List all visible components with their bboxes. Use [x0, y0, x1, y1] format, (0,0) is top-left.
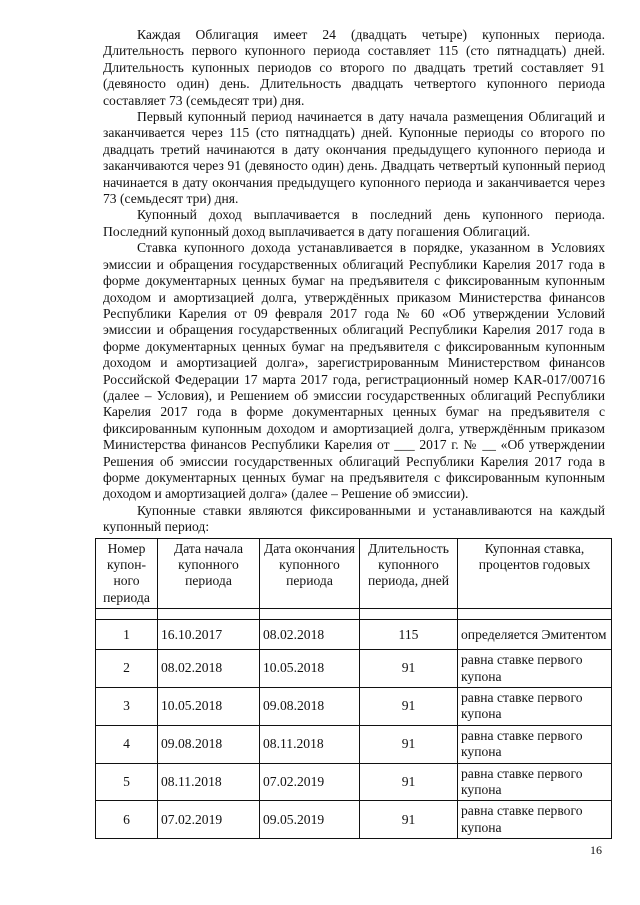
header-coupon-rate: Купонная ставка, процентов годовых [458, 538, 612, 609]
cell-duration: 91 [360, 688, 458, 726]
cell-end-date: 09.05.2019 [260, 801, 360, 839]
table-row [96, 620, 612, 650]
coupon-table [95, 538, 612, 840]
cell-coupon-rate: определяется Эмитентом [458, 620, 612, 650]
cell-period-number: 3 [96, 688, 158, 726]
table-row [96, 801, 612, 839]
paragraph-coupon-periods: Каждая Облигация имеет 24 (двадцать четыре) купонных периода. Длительность первого купонного периода составляет 115 (сто пятнадцать) дней. Длительность купонных периодов со второго по двадцать третий составляет 91 (девяносто один) день. Длительность двадцать четвертого купонного периода составляет 73 (семьдесят три) дня. [103, 27, 605, 108]
cell-period-number: 4 [96, 725, 158, 763]
cell-end-date: 10.05.2018 [260, 650, 360, 688]
cell-duration: 91 [360, 650, 458, 688]
cell-end-date: 08.11.2018 [260, 725, 360, 763]
cell-start-date: 08.11.2018 [158, 763, 260, 801]
paragraph-coupon-payment: Купонный доход выплачивается в последний день купонного периода. Последний купонный доход выплачивается в дату погашения Облигаций. [103, 207, 605, 239]
cell-period-number: 2 [96, 650, 158, 688]
cell-duration: 91 [360, 801, 458, 839]
cell-duration: 91 [360, 763, 458, 801]
paragraph-fixed-rates: Купонные ставки являются фиксированными и устанавливаются на каждый купонный период: [103, 502, 605, 535]
table-row [96, 725, 612, 763]
cell-duration: 115 [360, 620, 458, 650]
cell-end-date: 07.02.2019 [260, 763, 360, 801]
header-period-number: Номер купон-ного периода [96, 538, 158, 609]
header-duration: Длительность купонного периода, дней [360, 538, 458, 609]
cell-coupon-rate: равна ставке первого купона [458, 801, 612, 839]
cell-period-number: 6 [96, 801, 158, 839]
cell-period-number: 1 [96, 620, 158, 650]
cell-coupon-rate: равна ставке первого купона [458, 763, 612, 801]
table-row [96, 650, 612, 688]
table-header-row [96, 538, 612, 609]
header-end-date: Дата окончания купонного периода [260, 538, 360, 609]
cell-end-date: 08.02.2018 [260, 620, 360, 650]
cell-start-date: 07.02.2019 [158, 801, 260, 839]
table-row [96, 763, 612, 801]
cell-coupon-rate: равна ставке первого купона [458, 688, 612, 726]
cell-start-date: 09.08.2018 [158, 725, 260, 763]
page-number: 16 [590, 843, 602, 857]
cell-coupon-rate: равна ставке первого купона [458, 725, 612, 763]
cell-start-date: 16.10.2017 [158, 620, 260, 650]
cell-coupon-rate: равна ставке первого купона [458, 650, 612, 688]
cell-start-date: 08.02.2018 [158, 650, 260, 688]
cell-start-date: 10.05.2018 [158, 688, 260, 726]
document-body [103, 27, 605, 839]
paragraph-coupon-rate: Ставка купонного дохода устанавливается в порядке, указанном в Условиях эмиссии и обращения государственных облигаций Республики Карелия 2017 года в форме документарных ценных бумаг на предъявителя с фиксированным купонным доходом и амортизацией долга, утверждённых приказом Министерства финансов Республики Карелия от 09 февраля 2017 года № 60 «Об утверждении Условий эмиссии и обращения государственных облигаций Республики Карелия 2017 года в форме документарных ценных бумаг на предъявителя с фиксированным купонным доходом и амортизацией долга», зарегистрированным Министерством финансов Российской Федерации 17 марта 2017 года, регистрационный номер KAR-017/00716 (далее – Условия), и Решением об эмиссии государственных облигаций Республики Карелия 2017 года в форме документарных ценных бумаг на предъявителя с фиксированным купонным доходом и амортизацией долга, утверждённым приказом Министерства финансов Республики Карелия от ___ 2017 г. № __ «Об утверждении Решения об эмиссии государственных облигаций Республики Карелия 2017 года в форме документарных ценных бумаг на предъявителя с фиксированным купонным доходом и амортизацией долга» (далее – Решение об эмиссии). [103, 240, 605, 502]
table-row [96, 688, 612, 726]
table-gap-row [96, 609, 612, 620]
header-start-date: Дата начала купонного периода [158, 538, 260, 609]
cell-duration: 91 [360, 725, 458, 763]
cell-end-date: 09.08.2018 [260, 688, 360, 726]
paragraph-period-dates: Первый купонный период начинается в дату начала размещения Облигаций и заканчивается через 115 (сто пятнадцать) дней. Купонные периоды со второго по двадцать третий начинаются в дату окончания предыдущего купонного периода и заканчиваются через 91 (девяносто один) день. Двадцать четвертый купонный период начинается в дату окончания предыдущего купонного периода и заканчивается через 73 (семьдесят три) дня. [103, 109, 605, 207]
cell-period-number: 5 [96, 763, 158, 801]
